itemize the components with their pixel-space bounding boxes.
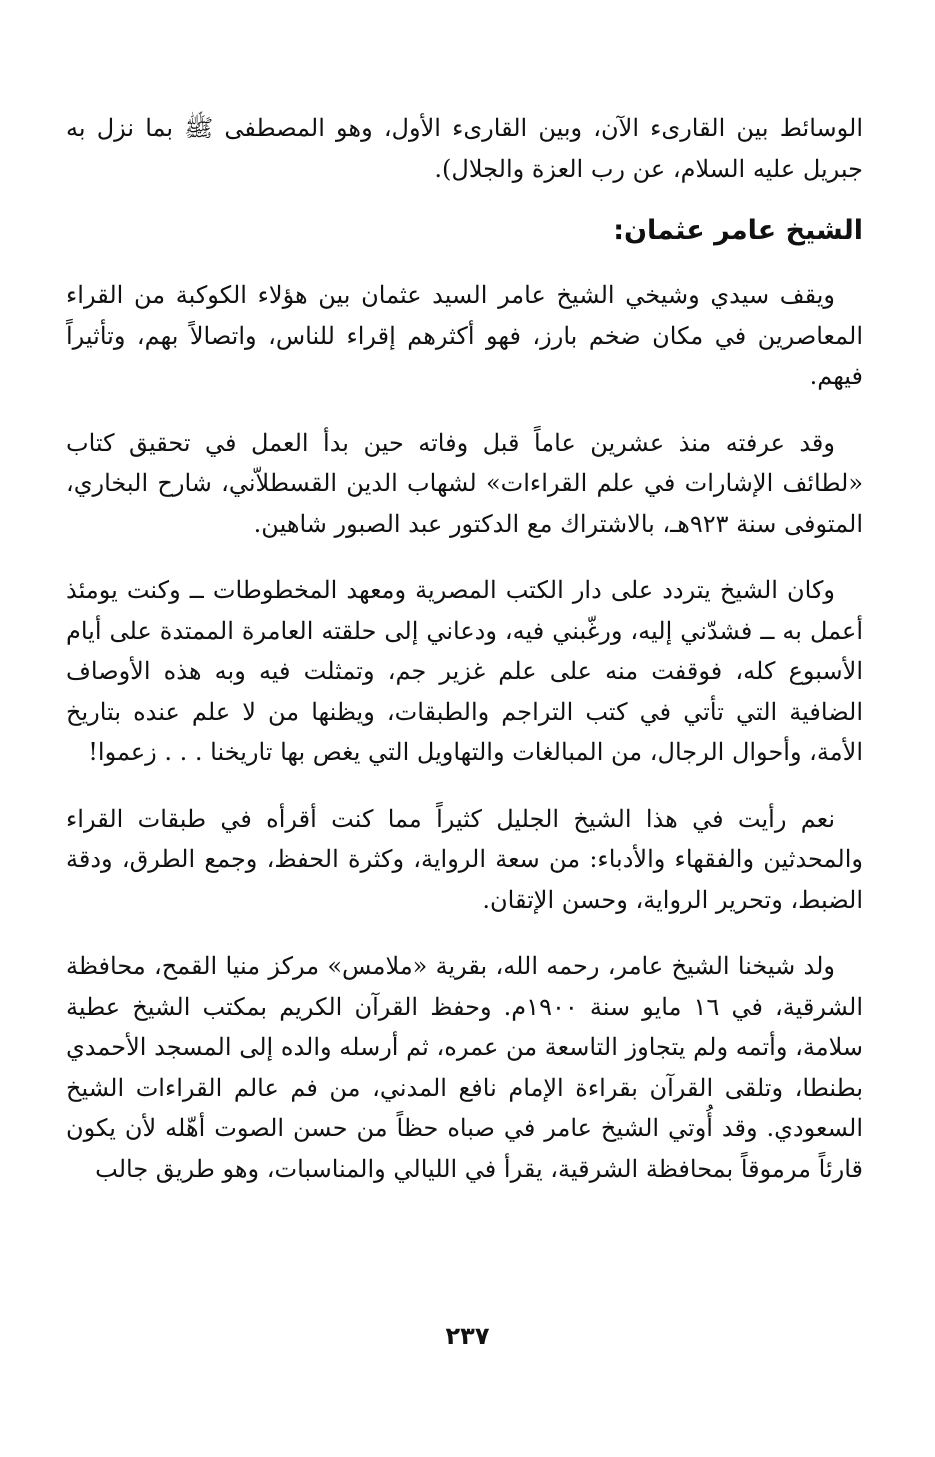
paragraph-1: ويقف سيدي وشيخي الشيخ عامر السيد عثمان بين هؤلاء الكوكبة من القراء المعاصرين في مكان ضخم بارز، فهو أكثرهم إقراء للناس، واتصالاً بهم، وتأثيراً فيهم.	[66, 281, 863, 390]
paragraph-2: وقد عرفته منذ عشرين عاماً قبل وفاته حين بدأ العمل في تحقيق كتاب «لطائف الإشارات في علم القراءات» لشهاب الدين القسطلاّني، شارح البخاري، المتوفى سنة ٩٢٣هـ، بالاشتراك مع الدكتور عبد الصبور شاهين.	[66, 428, 864, 538]
page-body	[66, 108, 863, 1215]
section-heading: الشيخ عامر عثمان:	[613, 215, 863, 246]
page-number: ٢٣٧	[445, 1322, 490, 1350]
paragraph-3: وكان الشيخ يتردد على دار الكتب المصرية ومعهد المخطوطات ــ وكنت يومئذ أعمل به ــ فشدّني إليه، ورغّبني فيه، ودعاني إلى حلقته العامرة الممتدة على أيام الأسبوع كله، فوقفت منه على علم غزير جم، وتمثلت فيه وبه هذه الأوصاف الضافية التي تأتي في كتب التراجم والطبقات، ويظنها من لا علم عنده بتاريخ الأمة، وأحوال الرجال، من المبالغات والتهاويل التي يغص بها تاريخنا . . . زعموا!	[66, 576, 863, 766]
paragraph-4: نعم رأيت في هذا الشيخ الجليل كثيراً مما كنت أقرأه في طبقات القراء والمحدثين والفقهاء والأدباء: من سعة الرواية، وكثرة الحفظ، وجمع الطرق، ودقة الضبط، وتحرير الرواية، وحسن الإتقان.	[66, 804, 863, 914]
paragraph-5: ولد شيخنا الشيخ عامر، رحمه الله، بقرية «ملامس» مركز منيا القمح، محافظة الشرقية، في ١٦ مايو سنة ١٩٠٠م. وحفظ القرآن الكريم بمكتب الشيخ عطية سلامة، وأتمه ولم يتجاوز التاسعة من عمره، ثم أرسله والده إلى المسجد الأحمدي بطنطا، وتلقى القرآن بقراءة الإمام نافع المدني، من فم عالم القراءات الشيخ السعودي. وقد أُوتي الشيخ عامر في صباه حظاً من حسن الصوت أهّله لأن يكون قارئاً مرموقاً بمحافظة الشرقية، يقرأ في الليالي والمناسبات، وهو طريق جالب	[66, 952, 863, 1183]
intro-paragraph: الوسائط بين القارىء الآن، وبين القارىء الأول، وهو المصطفى ﷺ بما نزل به جبريل عليه السلام، عن رب العزة والجلال).	[66, 114, 863, 183]
